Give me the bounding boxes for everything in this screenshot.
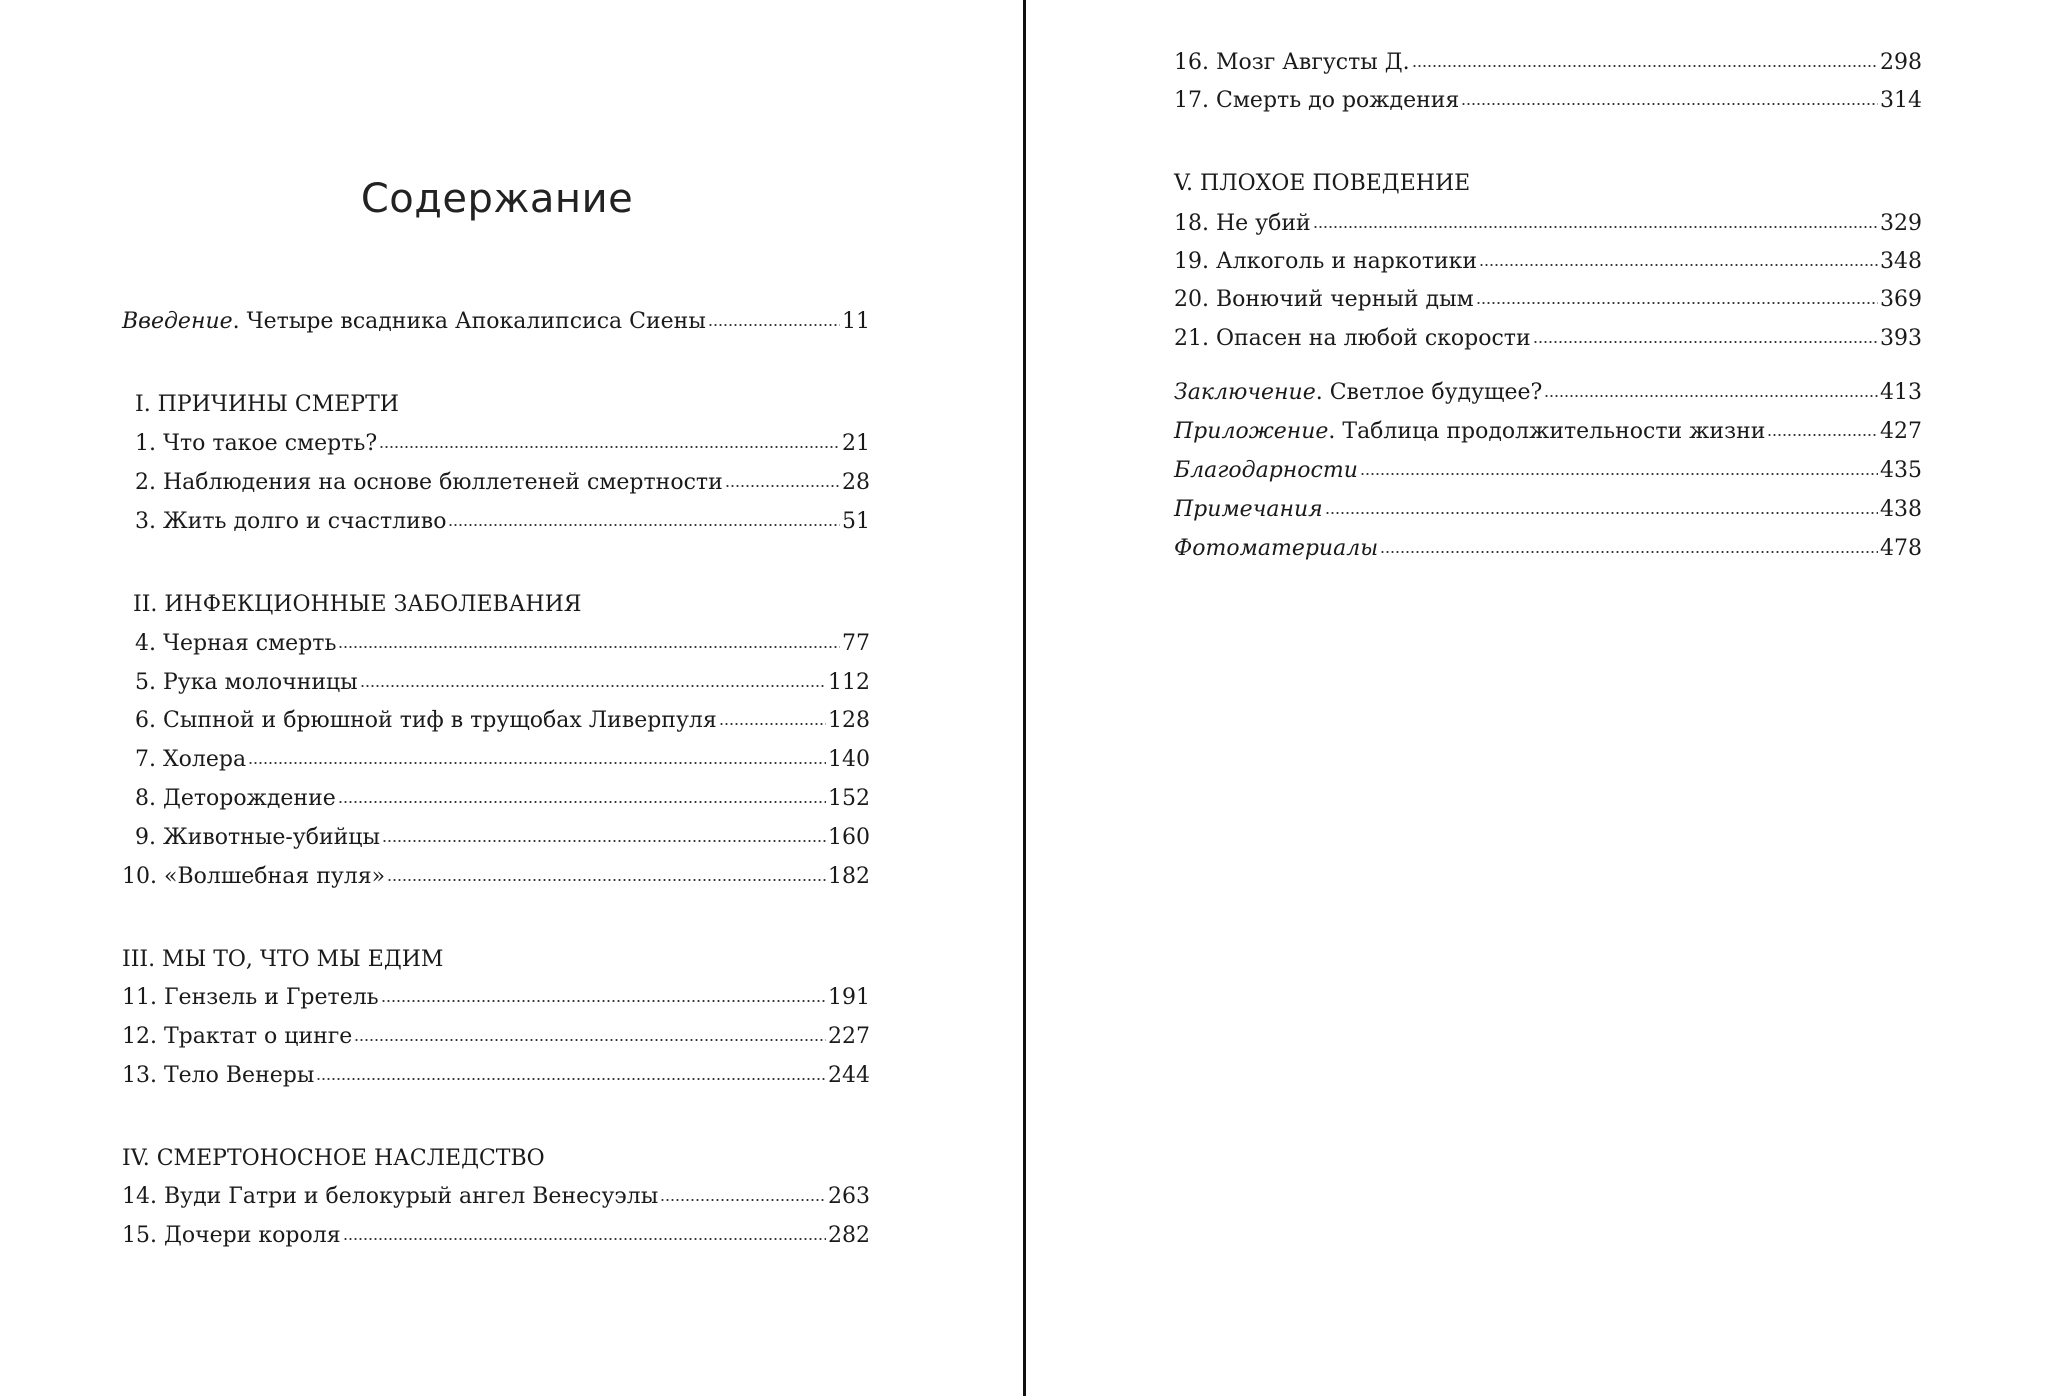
entry-label: 9. Животные-убийцы bbox=[135, 825, 380, 850]
page-number: 11 bbox=[842, 309, 870, 334]
entry-label: 14. Вуди Гатри и белокурый ангел Венесуэлы bbox=[122, 1184, 659, 1209]
entry-label: 1. Что такое смерть? bbox=[135, 431, 378, 456]
entry-label: 13. Тело Венеры bbox=[122, 1063, 315, 1088]
entry-label: 17. Смерть до рождения bbox=[1174, 88, 1460, 113]
toc-entry[interactable] bbox=[135, 706, 870, 736]
toc-entry-appendix[interactable] bbox=[1174, 417, 1922, 447]
toc-entry-intro[interactable] bbox=[122, 307, 870, 337]
dot-leader bbox=[360, 683, 826, 689]
toc-entry[interactable] bbox=[122, 983, 870, 1013]
toc-entry[interactable] bbox=[1174, 285, 1922, 315]
dot-leader bbox=[1325, 510, 1878, 516]
entry-label: 7. Холера bbox=[135, 747, 247, 772]
dot-leader bbox=[338, 799, 826, 805]
page-number: 140 bbox=[828, 747, 870, 772]
part-heading: IV. СМЕРТОНОСНОЕ НАСЛЕДСТВО bbox=[122, 1146, 545, 1171]
entry-label: 6. Сыпной и брюшной тиф в трущобах Ливерпуля bbox=[135, 708, 717, 733]
page-number: 298 bbox=[1880, 50, 1922, 75]
entry-label: 20. Вонючий черный дым bbox=[1174, 287, 1474, 312]
toc-entry[interactable] bbox=[1174, 86, 1922, 116]
right-page bbox=[1026, 0, 2045, 1396]
dot-leader bbox=[354, 1037, 826, 1043]
toc-entry[interactable] bbox=[135, 429, 870, 459]
dot-leader bbox=[660, 1197, 826, 1203]
page-number: 314 bbox=[1880, 88, 1922, 113]
dot-leader bbox=[1380, 549, 1878, 555]
dot-leader bbox=[381, 998, 826, 1004]
entry-label: 2. Наблюдения на основе бюллетеней смертности bbox=[135, 470, 723, 495]
page-number: 77 bbox=[842, 631, 870, 656]
toc-entry[interactable] bbox=[122, 1221, 870, 1251]
entry-italic-label: Примечания bbox=[1174, 497, 1323, 522]
entry-italic-label: Приложение bbox=[1174, 419, 1329, 444]
dot-leader bbox=[725, 483, 840, 489]
toc-entry[interactable] bbox=[135, 468, 870, 498]
entry-label: 12. Трактат о цинге bbox=[122, 1024, 353, 1049]
toc-entry[interactable] bbox=[135, 507, 870, 537]
page-number: 112 bbox=[828, 670, 870, 695]
entry-label: 4. Черная смерть bbox=[135, 631, 337, 656]
entry-label: 21. Опасен на любой скорости bbox=[1174, 326, 1531, 351]
entry-italic-label: Благодарности bbox=[1174, 458, 1358, 483]
entry-label: 8. Деторождение bbox=[135, 786, 336, 811]
entry-label: 18. Не убий bbox=[1174, 211, 1311, 236]
page-number: 160 bbox=[828, 825, 870, 850]
entry-label: 5. Рука молочницы bbox=[135, 670, 358, 695]
dot-leader bbox=[1544, 393, 1878, 399]
toc-entry[interactable] bbox=[122, 862, 870, 892]
entry-italic-label: Фотоматериалы bbox=[1174, 536, 1379, 561]
dot-leader bbox=[248, 760, 826, 766]
page-number: 369 bbox=[1880, 287, 1922, 312]
part-heading: I. ПРИЧИНЫ СМЕРТИ bbox=[135, 392, 399, 417]
dot-leader bbox=[1412, 63, 1878, 69]
dot-leader bbox=[708, 322, 840, 328]
dot-leader bbox=[382, 838, 826, 844]
page-number: 329 bbox=[1880, 211, 1922, 236]
page-title: Содержание bbox=[360, 176, 634, 222]
toc-entry[interactable] bbox=[135, 629, 870, 659]
toc-entry[interactable] bbox=[135, 745, 870, 775]
entry-label: 19. Алкоголь и наркотики bbox=[1174, 249, 1478, 274]
toc-entry[interactable] bbox=[122, 1182, 870, 1212]
entry-label: 10. «Волшебная пуля» bbox=[122, 864, 386, 889]
toc-entry[interactable] bbox=[135, 823, 870, 853]
dot-leader bbox=[1533, 339, 1878, 345]
page-number: 348 bbox=[1880, 249, 1922, 274]
toc-entry[interactable] bbox=[122, 1061, 870, 1091]
dot-leader bbox=[1461, 101, 1878, 107]
entry-label: 3. Жить долго и счастливо bbox=[135, 509, 447, 534]
toc-entry-photos[interactable] bbox=[1174, 534, 1922, 564]
toc-entry[interactable] bbox=[122, 1022, 870, 1052]
page-number: 28 bbox=[842, 470, 870, 495]
page-number: 21 bbox=[842, 431, 870, 456]
page-number: 435 bbox=[1880, 458, 1922, 483]
entry-label: . Таблица продолжительности жизни bbox=[1328, 419, 1766, 444]
toc-entry[interactable] bbox=[1174, 324, 1922, 354]
page-number: 393 bbox=[1880, 326, 1922, 351]
entry-italic-label: Заключение bbox=[1174, 380, 1316, 405]
dot-leader bbox=[1476, 300, 1878, 306]
page-number: 152 bbox=[828, 786, 870, 811]
page-number: 128 bbox=[828, 708, 870, 733]
page-number: 51 bbox=[842, 509, 870, 534]
toc-entry[interactable] bbox=[135, 668, 870, 698]
page-number: 227 bbox=[828, 1024, 870, 1049]
dot-leader bbox=[316, 1076, 826, 1082]
dot-leader bbox=[387, 877, 826, 883]
dot-leader bbox=[1313, 224, 1878, 230]
page-number: 438 bbox=[1880, 497, 1922, 522]
toc-entry-acknowledgements[interactable] bbox=[1174, 456, 1922, 486]
entry-label: 16. Мозг Августы Д. bbox=[1174, 50, 1410, 75]
part-heading: II. ИНФЕКЦИОННЫЕ ЗАБОЛЕВАНИЯ bbox=[133, 592, 582, 617]
entry-label: 11. Гензель и Гретель bbox=[122, 985, 379, 1010]
toc-entry[interactable] bbox=[135, 784, 870, 814]
dot-leader bbox=[1767, 432, 1878, 438]
page-number: 282 bbox=[828, 1223, 870, 1248]
dot-leader bbox=[1360, 471, 1878, 477]
entry-label: . Четыре всадника Апокалипсиса Сиены bbox=[232, 309, 706, 334]
toc-entry[interactable] bbox=[1174, 209, 1922, 239]
entry-label: 15. Дочери короля bbox=[122, 1223, 341, 1248]
page-number: 413 bbox=[1880, 380, 1922, 405]
page-number: 244 bbox=[828, 1063, 870, 1088]
page-number: 478 bbox=[1880, 536, 1922, 561]
page-number: 182 bbox=[828, 864, 870, 889]
page-number: 263 bbox=[828, 1184, 870, 1209]
dot-leader bbox=[338, 644, 840, 650]
dot-leader bbox=[719, 721, 826, 727]
toc-entry-notes[interactable] bbox=[1174, 495, 1922, 525]
dot-leader bbox=[379, 444, 840, 450]
page-number: 427 bbox=[1880, 419, 1922, 444]
toc-entry[interactable] bbox=[1174, 247, 1922, 277]
part-heading: III. МЫ ТО, ЧТО МЫ ЕДИМ bbox=[122, 947, 444, 972]
dot-leader bbox=[448, 522, 840, 528]
dot-leader bbox=[343, 1236, 826, 1242]
entry-label: . Светлое будущее? bbox=[1315, 380, 1543, 405]
toc-entry[interactable] bbox=[1174, 48, 1922, 78]
page-number: 191 bbox=[828, 985, 870, 1010]
part-heading: V. ПЛОХОЕ ПОВЕДЕНИЕ bbox=[1174, 171, 1471, 196]
toc-entry-conclusion[interactable] bbox=[1174, 378, 1922, 408]
dot-leader bbox=[1479, 262, 1878, 268]
entry-italic-label: Введение bbox=[122, 309, 233, 334]
